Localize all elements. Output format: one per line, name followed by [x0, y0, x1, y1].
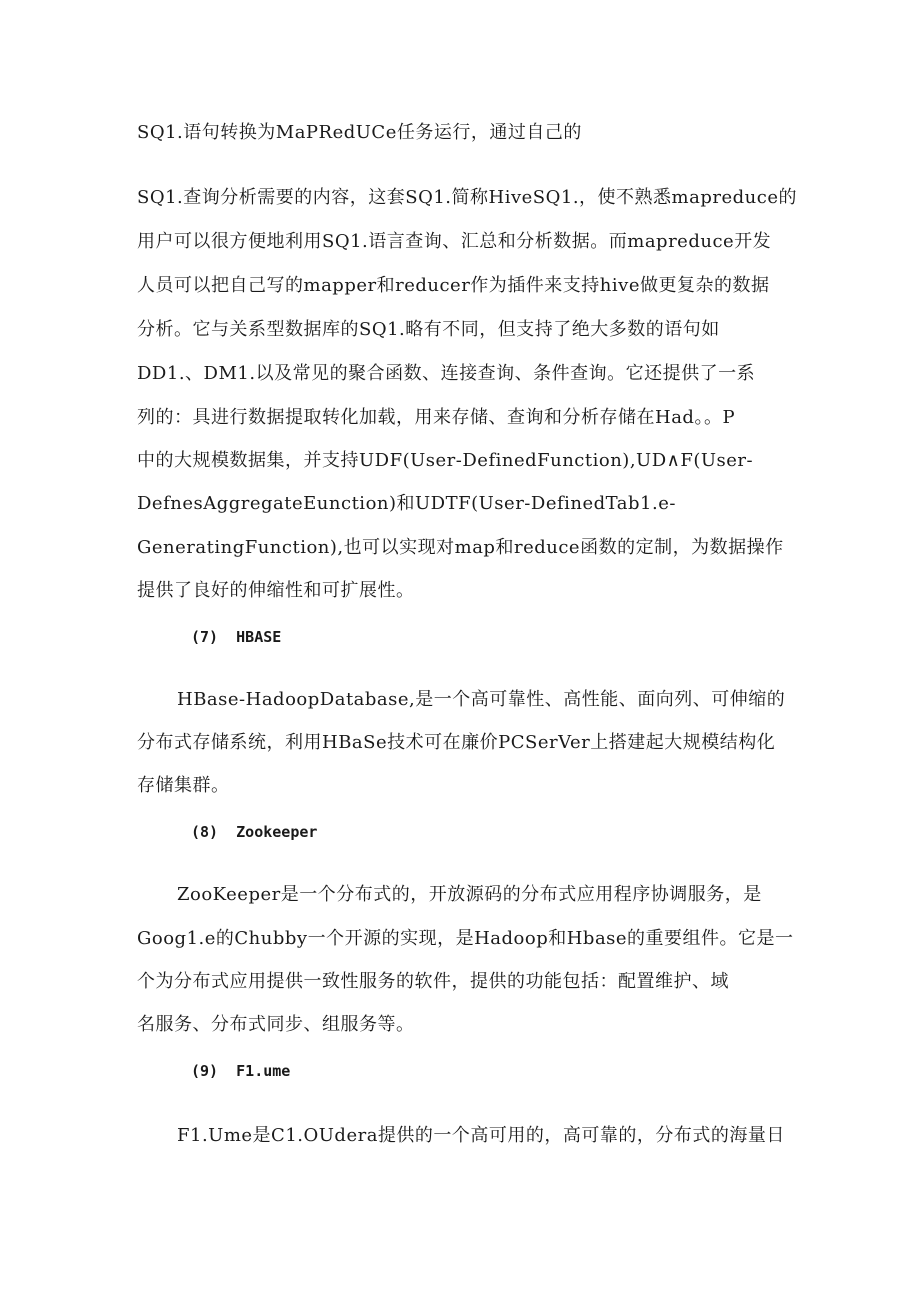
- paragraph-line: DD1.、DM1.以及常见的聚合函数、连接查询、条件查询。它还提供了一系: [137, 363, 756, 384]
- paragraph-line: F1.Ume是C1.OUdera提供的一个高可用的，高可靠的，分布式的海量日: [177, 1125, 785, 1146]
- paragraph-line: 分布式存储系统，利用HBaSe技术可在廉价PCSerVer上搭建起大规模结构化: [137, 732, 776, 753]
- paragraph-line: DefnesAggregateEunction)和UDTF(User-DefinedTab1.e-: [137, 493, 676, 514]
- paragraph-line: 分析。它与关系型数据库的SQ1.略有不同，但支持了绝大多数的语句如: [137, 319, 720, 340]
- paragraph-line: ZooKeeper是一个分布式的，开放源码的分布式应用程序协调服务，是: [177, 884, 762, 905]
- paragraph-line: 存储集群。: [137, 775, 230, 796]
- paragraph-line: GeneratingFunction),也可以实现对map和reduce函数的定制，为数据操作: [137, 537, 784, 558]
- paragraph-line: 个为分布式应用提供一致性服务的软件，提供的功能包括：配置维护、域: [137, 971, 729, 992]
- paragraph-line: 人员可以把自己写的mapper和reducer作为插件来支持hive做更复杂的数据: [137, 275, 770, 296]
- section-heading-hbase: (7) HBASE: [191, 628, 282, 646]
- paragraph-line: 中的大规模数据集，并支持UDF(User-DefinedFunction),UD∧F(User-: [137, 450, 754, 471]
- paragraph-line: 提供了良好的伸缩性和可扩展性。: [137, 580, 415, 601]
- paragraph-line: HBase-HadoopDatabase,是一个高可靠性、高性能、面向列、可伸缩的: [177, 689, 786, 710]
- paragraph-line: SQ1.查询分析需要的内容，这套SQ1.简称HiveSQ1.，使不熟悉mapreduce的: [137, 187, 797, 208]
- paragraph-line: SQ1.语句转换为MaPRedUCe任务运行，通过自己的: [137, 122, 582, 143]
- section-heading-zookeeper: (8) Zookeeper: [191, 823, 318, 841]
- paragraph-line: 用户可以很方便地利用SQ1.语言查询、汇总和分析数据。而mapreduce开发: [137, 231, 772, 252]
- paragraph-line: Goog1.e的Chubby一个开源的实现，是Hadoop和Hbase的重要组件。它是一: [137, 928, 794, 949]
- paragraph-line: 名服务、分布式同步、组服务等。: [137, 1014, 415, 1035]
- section-heading-flume: (9) F1.ume: [191, 1062, 291, 1080]
- paragraph-line: 列的：具进行数据提取转化加载，用来存储、查询和分析存储在Had。。P: [137, 407, 736, 428]
